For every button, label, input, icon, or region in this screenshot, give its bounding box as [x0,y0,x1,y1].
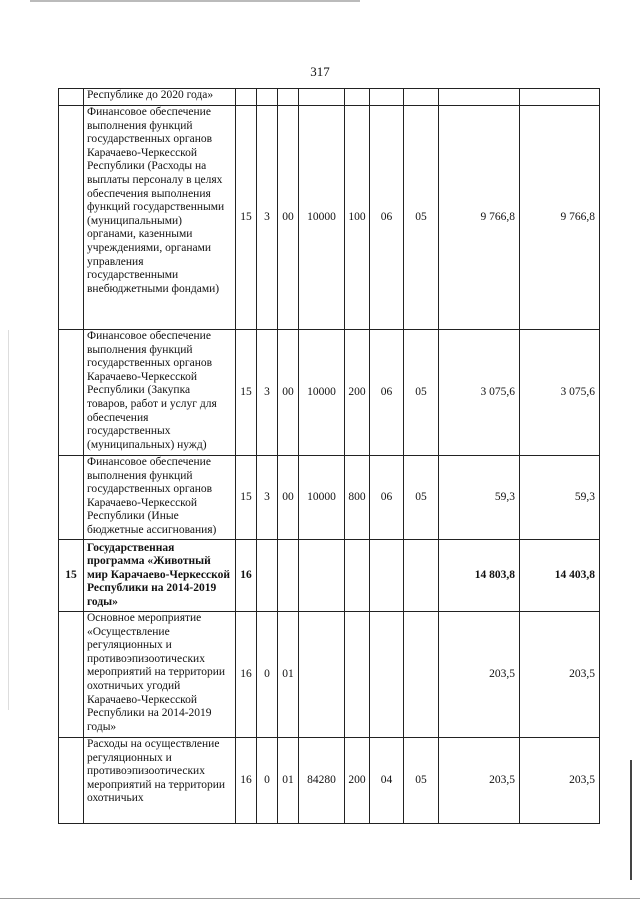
row-description: Государственная программа «Животный мир Карачаево-Черкесской Республики на 2014-2019 годы» [84,540,236,612]
code-event: 00 [278,106,299,330]
row-description: Финансовое обеспечение выполнения функций государственных органов Карачаево-Черкесской Республики (Закупка товаров, работ и услуг для обеспечения государственных (муниципальных) нужд) [84,330,236,456]
code-subprogram [257,89,278,106]
code-subprogram: 3 [257,106,278,330]
table-row [59,612,600,738]
row-description: Расходы на осуществление регуляционных и противоэпизоотических мероприятий на территории охотничьих [84,738,236,824]
code-direction [299,89,345,106]
code-section [370,612,404,738]
code-section: 06 [370,106,404,330]
amount-year-1: 203,5 [439,738,520,824]
amount-year-2: 59,3 [520,456,600,540]
code-event [278,540,299,612]
code-section [370,89,404,106]
code-program: 16 [236,612,257,738]
row-number [59,738,84,824]
code-expense-type [345,540,370,612]
code-program [236,89,257,106]
code-section [370,540,404,612]
code-subsection: 05 [404,456,439,540]
code-expense-type: 200 [345,330,370,456]
table-row [59,89,600,106]
code-event: 00 [278,330,299,456]
row-description: Республике до 2020 года» [84,89,236,106]
amount-year-2: 203,5 [520,738,600,824]
table-row [59,738,600,824]
amount-year-2: 9 766,8 [520,106,600,330]
code-direction: 84280 [299,738,345,824]
amount-year-1: 3 075,6 [439,330,520,456]
code-subsection: 05 [404,738,439,824]
row-description: Финансовое обеспечение выполнения функций государственных органов Карачаево-Черкесской Республики (Расходы на выплаты персоналу в целях обеспечения выполнения функций государственными (муниципальными) органами, казенными учреждениями, органами управления государственными внебюджетными фондами) [84,106,236,330]
amount-year-1: 203,5 [439,612,520,738]
row-number [59,89,84,106]
code-section: 06 [370,456,404,540]
code-event: 01 [278,738,299,824]
code-subsection: 05 [404,330,439,456]
row-number [59,456,84,540]
amount-year-1 [439,89,520,106]
scan-artifact-bottom [0,898,640,899]
amount-year-1: 9 766,8 [439,106,520,330]
code-subprogram: 0 [257,612,278,738]
row-number [59,106,84,330]
scan-artifact-left [8,330,9,710]
code-subsection [404,540,439,612]
amount-year-2: 203,5 [520,612,600,738]
code-subsection [404,612,439,738]
code-section: 06 [370,330,404,456]
amount-year-1: 59,3 [439,456,520,540]
code-subprogram: 0 [257,738,278,824]
code-program: 15 [236,106,257,330]
scan-artifact-top [30,0,360,2]
code-event [278,89,299,106]
row-number: 15 [59,540,84,612]
code-direction [299,612,345,738]
row-description: Основное мероприятие «Осуществление регуляционных и противоэпизоотических мероприятий на территории охотничьих угодий Карачаево-Черкесской Республики на 2014-2019 годы» [84,612,236,738]
amount-year-1: 14 803,8 [439,540,520,612]
row-description: Финансовое обеспечение выполнения функций государственных органов Карачаево-Черкесской Республики (Иные бюджетные ассигнования) [84,456,236,540]
code-subprogram: 3 [257,456,278,540]
scan-artifact-right [630,760,632,880]
code-program: 16 [236,738,257,824]
code-section: 04 [370,738,404,824]
code-expense-type [345,612,370,738]
code-program: 15 [236,330,257,456]
code-direction: 10000 [299,106,345,330]
code-expense-type: 100 [345,106,370,330]
budget-table [58,88,600,824]
code-expense-type [345,89,370,106]
code-expense-type: 800 [345,456,370,540]
code-subprogram: 3 [257,330,278,456]
code-subsection: 05 [404,106,439,330]
amount-year-2: 3 075,6 [520,330,600,456]
code-direction [299,540,345,612]
amount-year-2: 14 403,8 [520,540,600,612]
table-row [59,456,600,540]
code-program: 15 [236,456,257,540]
table-body [59,89,600,824]
code-subsection [404,89,439,106]
code-event: 00 [278,456,299,540]
page-number: 317 [310,64,330,79]
code-expense-type: 200 [345,738,370,824]
row-number [59,612,84,738]
code-direction: 10000 [299,330,345,456]
code-direction: 10000 [299,456,345,540]
row-number [59,330,84,456]
amount-year-2 [520,89,600,106]
code-subprogram [257,540,278,612]
table-row [59,330,600,456]
table-row [59,106,600,330]
code-event: 01 [278,612,299,738]
code-program: 16 [236,540,257,612]
program-row [59,540,600,612]
